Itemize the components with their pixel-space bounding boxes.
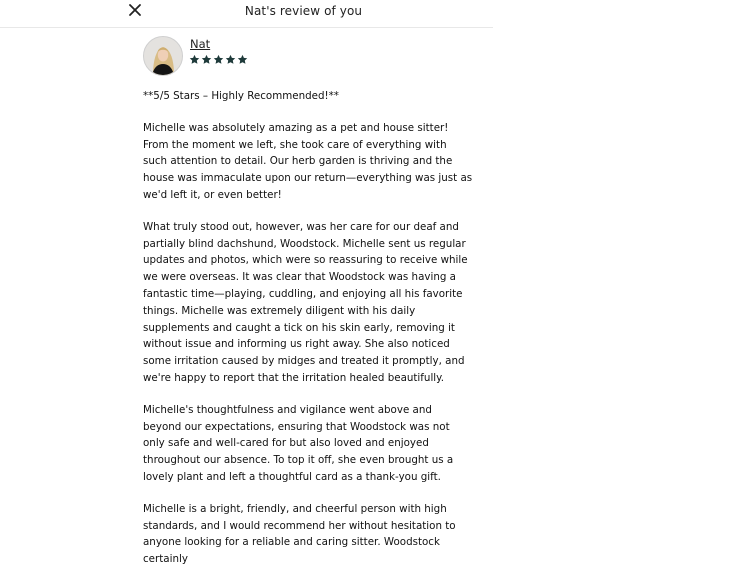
review-paragraph: Michelle's thoughtfulness and vigilance went above and beyond our expectations, ensuring that Woodstock was not only safe and well-cared for but also loved and enjoyed throughout our absence. To top it off, she even brought us a lovely plant and left a thoughtful card as a thank-you gift.	[143, 403, 454, 483]
review-paragraph: What truly stood out, however, was her care for our deaf and partially blind dachshund, Woodstock. Michelle sent us regular updates and photos, which were so reassuring to receive while we were overseas. It was clear that Woodstock was having a fantastic time—playing, cuddling, and enjoying all his favorite things. Michelle was extremely diligent with his daily supplements and caught a tick on his skin early, removing it without issue and informing us right away. She also noticed some irritation caused by midges and treated it promptly, and we're happy to report that the irritation healed beautifully.	[143, 220, 468, 384]
review-body	[143, 88, 473, 583]
rating-stars	[189, 54, 248, 65]
avatar[interactable]	[143, 36, 183, 76]
review-header	[0, 0, 493, 28]
star-icon	[213, 54, 224, 65]
avatar-photo	[144, 37, 182, 75]
review-paragraph: Michelle is a bright, friendly, and cheerful person with high standards, and I would recommend her without hesitation to anyone looking for a reliable and caring sitter. Woodstock certainly	[143, 502, 456, 566]
review-headline: **5/5 Stars – Highly Recommended!**	[143, 90, 339, 102]
page-title: Nat's review of you	[244, 4, 363, 18]
star-icon	[237, 54, 248, 65]
reviewer-name-link[interactable]: Nat	[190, 37, 211, 51]
star-icon	[225, 54, 236, 65]
star-icon	[189, 54, 200, 65]
star-icon	[201, 54, 212, 65]
review-paragraph: Michelle was absolutely amazing as a pet and house sitter! From the moment we left, she took care of everything with such attention to detail. Our herb garden is thriving and the house was immaculate upon our return—everything was just as we'd left it, or even better!	[143, 121, 473, 201]
